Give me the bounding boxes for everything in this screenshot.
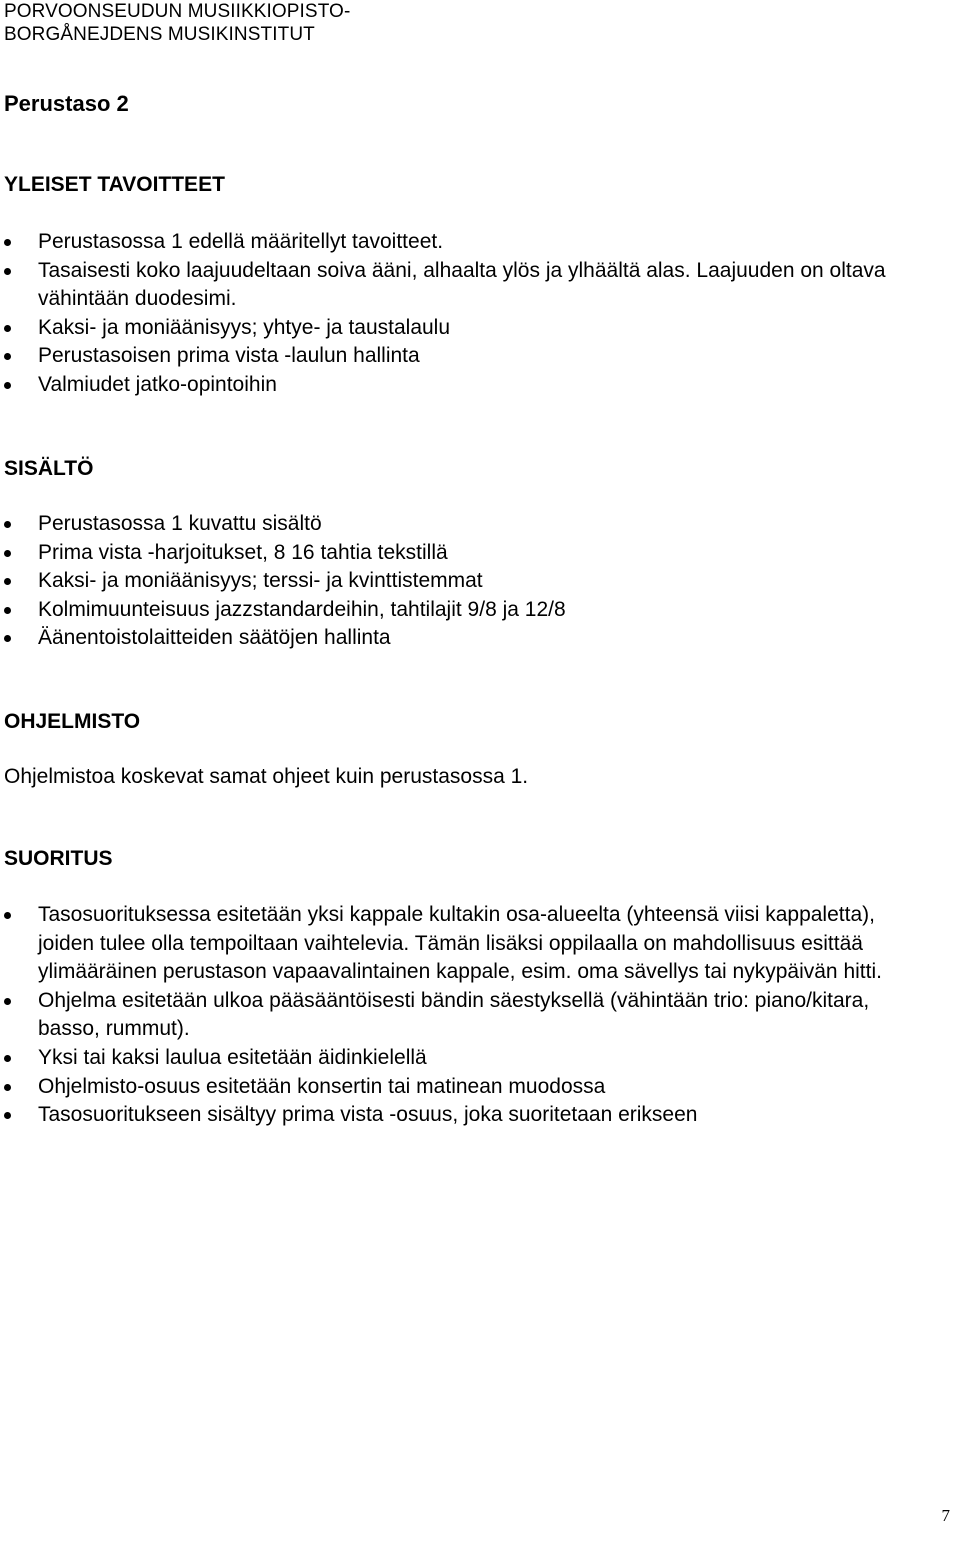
bullet-icon bbox=[4, 353, 11, 360]
page-number: 7 bbox=[941, 1506, 950, 1525]
list-item: Valmiudet jatko-opintoihin bbox=[0, 371, 888, 400]
page-title: Perustaso 2 bbox=[4, 91, 129, 116]
section-heading-yleiset-tavoitteet: YLEISET TAVOITTEET bbox=[4, 173, 225, 196]
institution-name-sv: BORGÅNEJDENS MUSIKINSTITUT bbox=[4, 24, 315, 45]
list-item: Ohjelma esitetään ulkoa pääsääntöisesti bändin säestyksellä (vähintään trio: piano/kitara, basso, rummut). bbox=[0, 987, 888, 1044]
program-text: Ohjelmistoa koskevat samat ohjeet kuin perustasossa 1. bbox=[4, 765, 529, 788]
list-item: Tasosuoritukseen sisältyy prima vista -osuus, joka suoritetaan erikseen bbox=[0, 1101, 888, 1130]
bullet-icon bbox=[4, 382, 11, 389]
performance-list bbox=[0, 901, 888, 1130]
list-item: Kolmimuunteisuus jazzstandardeihin, tahtilajit 9/8 ja 12/8 bbox=[0, 596, 888, 625]
bullet-icon bbox=[4, 268, 11, 275]
bullet-icon bbox=[4, 550, 11, 557]
list-item: Tasaisesti koko laajuudeltaan soiva ääni, alhaalta ylös ja ylhäältä alas. Laajuuden on oltava vähintään duodesimi. bbox=[0, 257, 938, 314]
list-item: Prima vista -harjoitukset, 8 16 tahtia tekstillä bbox=[0, 539, 888, 568]
list-item: Tasosuorituksessa esitetään yksi kappale kultakin osa-alueelta (yhteensä viisi kappaletta), joiden tulee olla tempoiltaan vaihtelevia. Tämän lisäksi oppilaalla on mahdollisuus esittää ylimääräinen perustason vapaavalintainen kappale, esim. oma sävellys tai nykypäivän hitti. bbox=[0, 901, 888, 987]
list-item: Perustasossa 1 edellä määritellyt tavoitteet. bbox=[0, 228, 888, 257]
bullet-icon bbox=[4, 635, 11, 642]
bullet-icon bbox=[4, 325, 11, 332]
bullet-icon bbox=[4, 1055, 11, 1062]
list-item: Ohjelmisto-osuus esitetään konsertin tai matinean muodossa bbox=[0, 1073, 888, 1102]
section-heading-suoritus: SUORITUS bbox=[4, 847, 113, 870]
bullet-icon bbox=[4, 521, 11, 528]
list-item: Yksi tai kaksi laulua esitetään äidinkielellä bbox=[0, 1044, 888, 1073]
section-heading-sisalto: SISÄLTÖ bbox=[4, 457, 94, 480]
list-item: Perustasoisen prima vista -laulun hallinta bbox=[0, 342, 888, 371]
bullet-icon bbox=[4, 1084, 11, 1091]
document-header bbox=[4, 0, 350, 46]
list-item: Kaksi- ja moniäänisyys; yhtye- ja taustalaulu bbox=[0, 314, 888, 343]
list-item: Kaksi- ja moniäänisyys; terssi- ja kvinttistemmat bbox=[0, 567, 888, 596]
list-item: Äänentoistolaitteiden säätöjen hallinta bbox=[0, 624, 888, 653]
bullet-icon bbox=[4, 578, 11, 585]
bullet-icon bbox=[4, 1112, 11, 1119]
content-list bbox=[0, 510, 888, 653]
bullet-icon bbox=[4, 607, 11, 614]
section-heading-ohjelmisto: OHJELMISTO bbox=[4, 710, 141, 733]
bullet-icon bbox=[4, 998, 11, 1005]
list-item: Perustasossa 1 kuvattu sisältö bbox=[0, 510, 888, 539]
goals-list bbox=[0, 228, 938, 400]
bullet-icon bbox=[4, 239, 11, 246]
bullet-icon bbox=[4, 912, 11, 919]
institution-name-fi: PORVOONSEUDUN MUSIIKKIOPISTO- bbox=[4, 1, 351, 22]
